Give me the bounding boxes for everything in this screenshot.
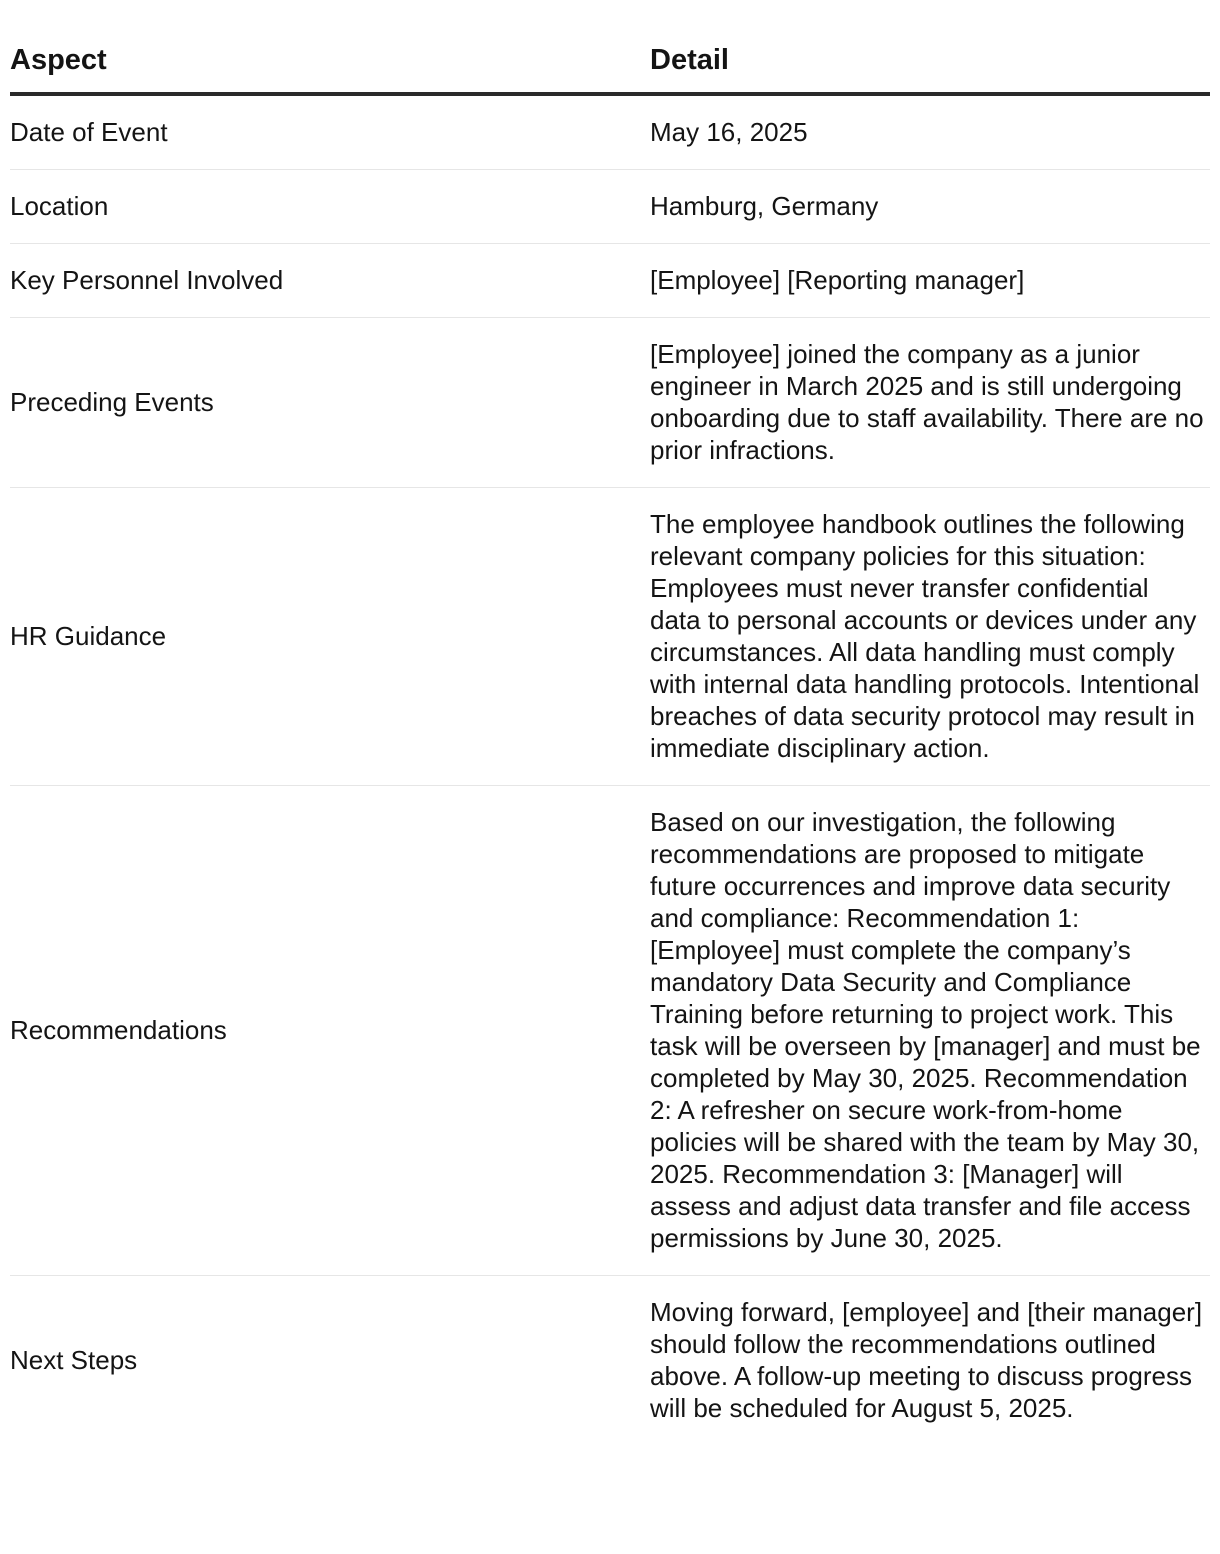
detail-cell: The employee handbook outlines the following relevant company policies for this situation: Employees must never transfer confidential data to personal accounts or devices under any circumstances. All data handling must comply with internal data handling protocols. Intentional breaches of data security protocol may result in immediate disciplinary action. [650, 488, 1210, 786]
table-row [10, 318, 1210, 488]
table-row [10, 1276, 1210, 1446]
aspect-cell: Next Steps [10, 1345, 138, 1375]
table-row [10, 488, 1210, 786]
table-row [10, 94, 1210, 170]
column-header-detail: Detail [650, 0, 1210, 94]
table-row [10, 170, 1210, 244]
header-row [10, 0, 1210, 94]
table-header [10, 0, 1210, 94]
table-row [10, 244, 1210, 318]
detail-cell: Moving forward, [employee] and [their manager] should follow the recommendations outlined above. A follow-up meeting to discuss progress will be scheduled for August 5, 2025. [650, 1297, 1203, 1423]
aspect-cell: Preceding Events [10, 318, 650, 488]
aspect-cell: HR Guidance [10, 488, 650, 786]
incident-report-table-container [10, 0, 1210, 1445]
aspect-cell: Date of Event [10, 94, 650, 170]
detail-cell: Hamburg, Germany [650, 170, 1210, 244]
column-header-aspect: Aspect [10, 0, 650, 94]
table-body [10, 94, 1210, 1445]
detail-cell: [Employee] [Reporting manager] [650, 244, 1210, 318]
aspect-cell: Key Personnel Involved [10, 244, 650, 318]
aspect-cell: Location [10, 170, 650, 244]
detail-cell: [Employee] joined the company as a junior engineer in March 2025 and is still undergoing onboarding due to staff availability. There are no prior infractions. [650, 318, 1210, 488]
incident-report-table [10, 0, 1210, 1445]
detail-cell: May 16, 2025 [650, 94, 1210, 170]
table-row [10, 786, 1210, 1276]
aspect-cell: Recommendations [10, 786, 650, 1276]
detail-cell: Based on our investigation, the following recommendations are proposed to mitigate future occurrences and improve data security and compliance: Recommendation 1: [Employee] must complete the company’s mandatory Data Security and Compliance Training before returning to project work. This task will be overseen by [manager] and must be completed by May 30, 2025. Recommendation 2: A refresher on secure work-from-home policies will be shared with the team by May 30, 2025. Recommendation 3: [Manager] will assess and adjust data transfer and file access permissions by June 30, 2025. [650, 786, 1210, 1276]
